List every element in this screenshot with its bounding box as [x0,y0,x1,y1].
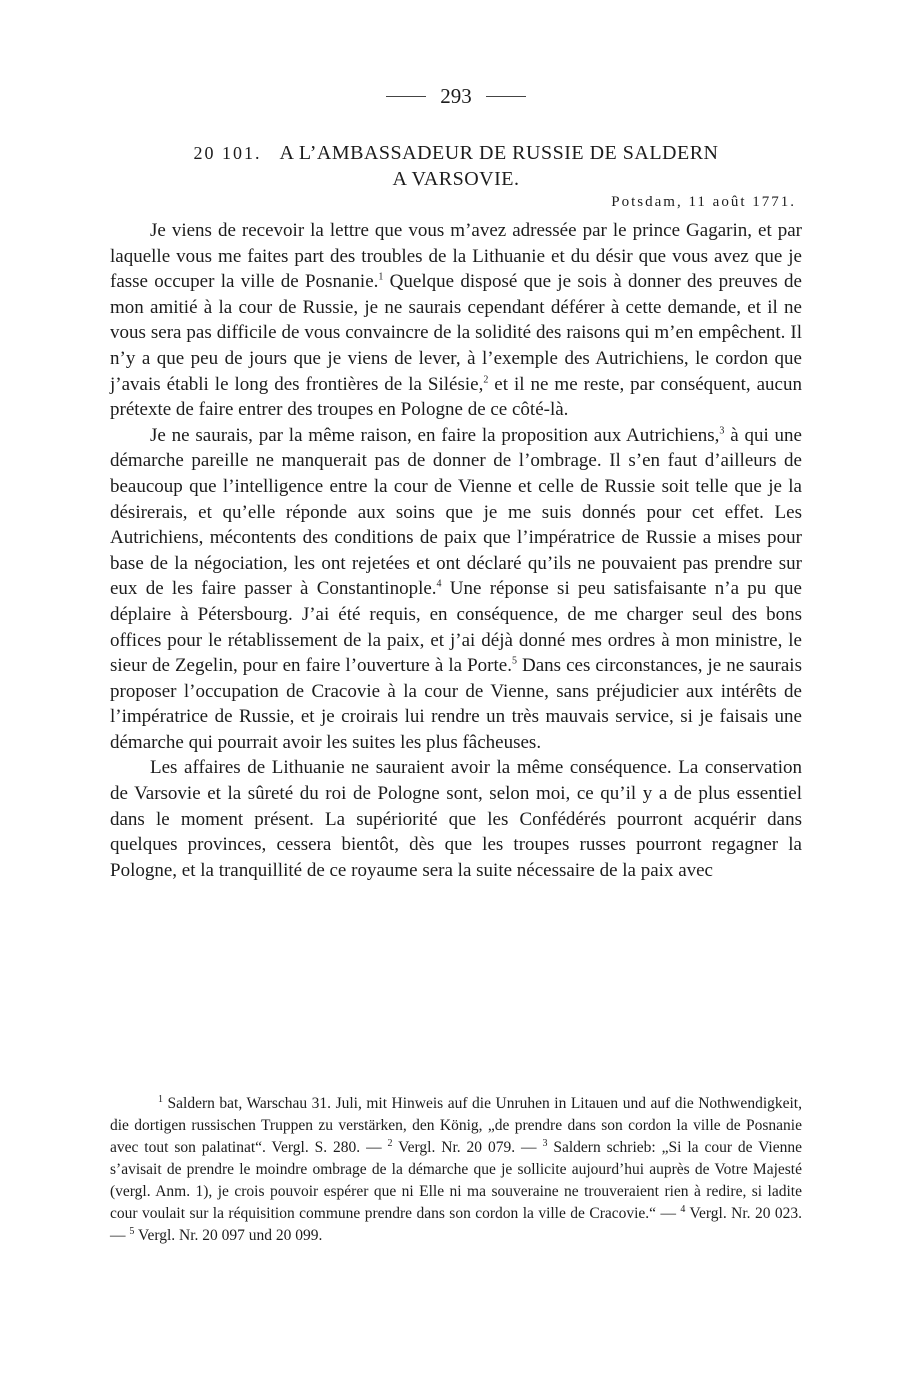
footnote-1-marker: 1 [158,1093,163,1105]
footnote-ref-5: 5 [511,655,517,667]
footnote-4-text: Vergl. Nr. 20 023. — [110,1205,802,1244]
footnote-ref-4: 4 [436,578,442,590]
paragraph-2-text-d: Dans ces circonstances, je ne saurais proposer l’occupation de Cracovie à la cour de Vienne, sans préjudicier aux intérêts de l’impératrice de Russie, et je croirais lui rendre un très mauvais service, si je faisais une démarche qui pourrait avoir les suites les plus fâcheuses. [110,655,802,753]
footnote-4-marker: 4 [680,1203,686,1215]
page-number: 293 [440,83,472,108]
paragraph-1-text-b: Quelque disposé que je sois à donner des preuves de mon amitié à la cour de Russie, je ne saurais cependant déférer à cette demande, et il ne vous sera pas difficile de vous convaincre de la solidité des raisons qui m’en empêchent. Il n’y a que peu de jours que je viens de lever, à l’exemple des Autrichiens, le cordon que j’avais établi le long des frontières de la Silésie, [110,271,802,395]
paragraph-1 [110,218,802,423]
paragraph-2-text-b: à qui une démarche pareille ne manquerait pas de donner de l’ombrage. Il s’en faut d’ailleurs de beaucoup que l’intelligence entre la cour de Vienne et celle de Russie soit telle que je la désirerais, et qu’elle réponde aux soins que je me suis donnés pour cet effet. Les Autrichiens, mécontents des conditions de paix que l’impératrice de Russie a mises pour base de la négociation, les ont rejetées et ont déclaré qu’ils ne pouvaient pas prendre sur eux de les faire passer à Constantinople. [110,424,802,600]
title-line-2: A VARSOVIE. [392,168,520,190]
footnote-1-text: Saldern bat, Warschau 31. Juli, mit Hinweis auf die Unruhen in Litauen und auf die Nothwendigkeit, die dortigen russischen Truppen zu verstärken, den König, „de prendre dans son cordon la ville de Posnanie avec tout son palatinat“. Vergl. S. 280. — [110,1095,802,1156]
place-date: Potsdam, 11 août 1771. [611,194,796,210]
footnote-2-text: Vergl. Nr. 20 079. — [392,1139,543,1156]
footnote-ref-1: 1 [378,271,384,283]
paragraph-3-text: Les affaires de Lithuanie ne sauraient avoir la même conséquence. La conservation de Varsovie et la sûreté du roi de Pologne sont, selon moi, ce qu’il y a de plus essentiel dans le moment présent. La supériorité que les Confédérés pourront acquérir dans quelques provinces, cessera bientôt, dès que les troupes russes pourront regagner la Pologne, et la tranquillité de ce royaume sera la suite nécessaire de la paix avec [110,757,802,881]
page-header [110,80,802,112]
footnote-3-marker: 3 [542,1137,548,1149]
footnote-5-text: Vergl. Nr. 20 097 und 20 099. [134,1227,323,1244]
letter-body [110,218,802,883]
paragraph-2-text-c: Une réponse si peu satisfaisante n’a pu que déplaire à Pétersbourg. J’ai été requis, en conséquence, de me charger seul des bons offices pour le rétablissement de la paix, et j’ai déjà donné mes ordres à mon ministre, le sieur de Zegelin, pour en faire l’ouverture à la Porte. [110,578,802,677]
header-rule-right [486,96,526,97]
paragraph-1-text-c: et il ne me reste, par conséquent, aucun prétexte de faire entrer des troupes en Pologne de ce côté-là. [110,373,802,421]
document-number: 20 101. [193,143,262,163]
footnote-3-text: Saldern schrieb: „Si la cour de Vienne s’avisait de prendre le moindre ombrage de la démarche que je sollicite aujourd’hui auprès de Votre Majesté (vergl. Anm. 1), je crois pouvoir espérer que ni Elle ni ma souveraine ne trouveraient rien à redire, si ladite cour voulait sur la réquisition commune prendre dans son cordon la ville de Cracovie.“ — [110,1139,803,1222]
title-line-1 [110,140,802,166]
footnote-2-marker: 2 [387,1137,393,1149]
header-rule-left [386,96,426,97]
paragraph-3 [110,755,802,883]
paragraph-2-text-a: Je ne saurais, par la même raison, en faire la proposition aux Autrichiens, [150,424,720,446]
footnote-ref-2: 2 [483,374,489,386]
footnotes [110,1093,802,1247]
document-title [110,140,802,192]
title-text-1: A L’AMBASSADEUR DE RUSSIE DE SALDERN [279,142,719,164]
page [110,80,802,883]
footnote-5-marker: 5 [129,1225,135,1237]
paragraph-2 [110,423,802,756]
footnote-ref-3: 3 [719,425,725,437]
paragraph-1-text-a: Je viens de recevoir la lettre que vous m’avez adressée par le prince Gagarin, et par laquelle vous me faites part des troubles de la Lithuanie et du désir que vous avez que je fasse occuper la ville de Posnanie. [110,220,802,293]
